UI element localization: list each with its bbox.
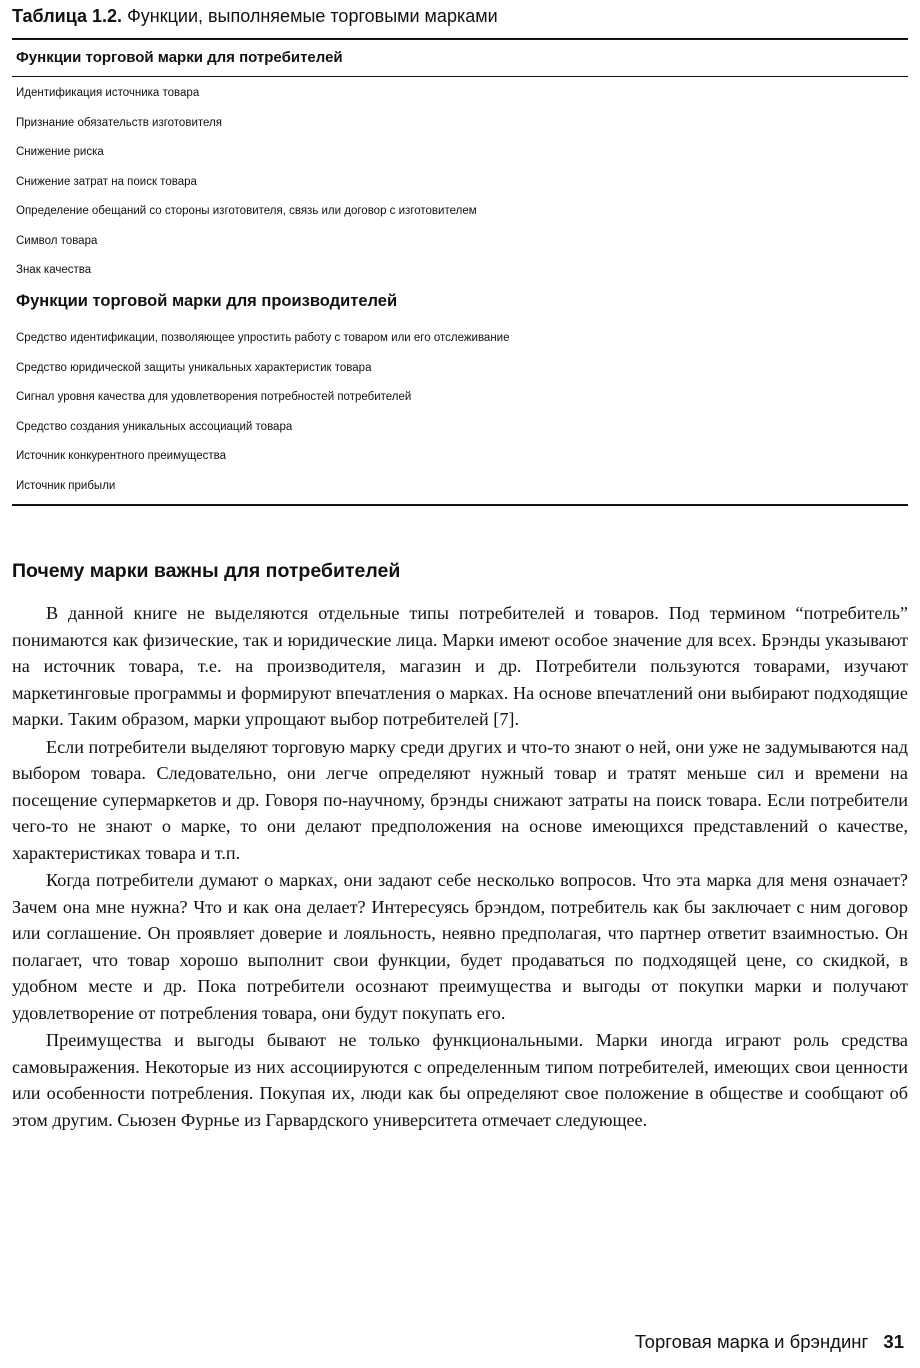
table-row: Сигнал уровня качества для удовлетворения потребностей потребителей <box>16 391 412 403</box>
page-number: 31 <box>883 1331 904 1352</box>
table-row: Признание обязательств изготовителя <box>16 116 222 129</box>
table-row: Источник конкурентного преимущества <box>16 450 227 462</box>
table-row: Средство юридической защиты уникальных характеристик товара <box>16 361 372 374</box>
table-row: Средство идентификации, позволяющее упростить работу с товаром или его отслеживание <box>16 332 510 344</box>
book-page <box>12 0 908 1368</box>
table-bottom-rule <box>12 504 908 506</box>
consumer-functions-heading: Функции торговой марки для потребителей <box>16 49 343 66</box>
table-row: Знак качества <box>16 264 92 276</box>
table-caption-number: Таблица 1.2. <box>12 6 123 26</box>
table-row: Снижение риска <box>16 146 104 158</box>
consumer-functions-list <box>16 85 477 292</box>
table-row: Символ товара <box>16 234 98 247</box>
table-row: Идентификация источника товара <box>16 87 200 99</box>
table-caption-text: Функции, выполняемые торговыми марками <box>127 6 498 26</box>
paragraph: Преимущества и выгоды бывают не только функциональными. Марки иногда играют роль средства самовыражения. Некоторые из них ассоциируются с определенным типом потребителей, имеющих свои ценности или особенности потребления. Покупая их, люди как бы определяют свое положение в обществе и сообщают об этом другим. Сьюзен Фурнье из Гарвардского университета отмечает следующее. <box>12 1030 908 1130</box>
table-header-rule <box>12 76 908 77</box>
paragraph: В данной книге не выделяются отдельные типы потребителей и товаров. Под термином “потребитель” понимаются как физические, так и юридические лица. Марки имеют особое значение для всех. Брэнды указывают на источник товара, т.е. на производителя, магазин и др. Потребители пользуются товарами, изучают маркетинговые программы и формируют впечатления о марках. На основе впечатлений они выбирают подходящие марки. Таким образом, марки упрощают выбор потребителей [7]. <box>12 603 908 729</box>
body-text <box>12 600 908 1134</box>
table-row: Средство создания уникальных ассоциаций товара <box>16 420 293 433</box>
table-row: Определение обещаний со стороны изготовителя, связь или договор с изготовителем <box>16 205 477 217</box>
table-caption <box>12 6 498 27</box>
producer-functions-heading: Функции торговой марки для производителей <box>16 292 398 310</box>
page-footer <box>635 1331 904 1353</box>
table-top-rule <box>12 38 908 40</box>
running-title: Торговая марка и брэндинг <box>634 1331 869 1352</box>
table-row: Источник прибыли <box>16 479 116 492</box>
section-title: Почему марки важны для потребителей <box>12 560 401 582</box>
paragraph: Когда потребители думают о марках, они задают себе несколько вопросов. Что эта марка для меня означает? Зачем она мне нужна? Что и как она делает? Интересуясь брэндом, потребитель как бы заключает с ним договор или соглашение. Он проявляет доверие и лояльность, неявно предполагая, что партнер ответит взаимностью. Он полагает, что товар хорошо выполнит свои функции, будет продаваться по подходящей цене, со скидкой, в удобном месте и др. Пока потребители осознают преимущества и выгоды от покупки марки и получают удовлетворение от потребления товара, они будут покупать его. <box>12 870 908 1023</box>
paragraph: Если потребители выделяют торговую марку среди других и что-то знают о ней, они уже не задумываются над выбором товара. Следовательно, они легче определяют нужный товар и тратят меньше сил и времени на посещение супермаркетов и др. Говоря по-научному, брэнды снижают затраты на поиск товара. Если потребители чего-то не знают о марке, то они делают предположения на основе имеющихся представлений о качестве, характеристиках товара и т.п. <box>12 736 908 863</box>
producer-functions-list <box>16 330 510 507</box>
table-row: Снижение затрат на поиск товара <box>16 175 197 188</box>
